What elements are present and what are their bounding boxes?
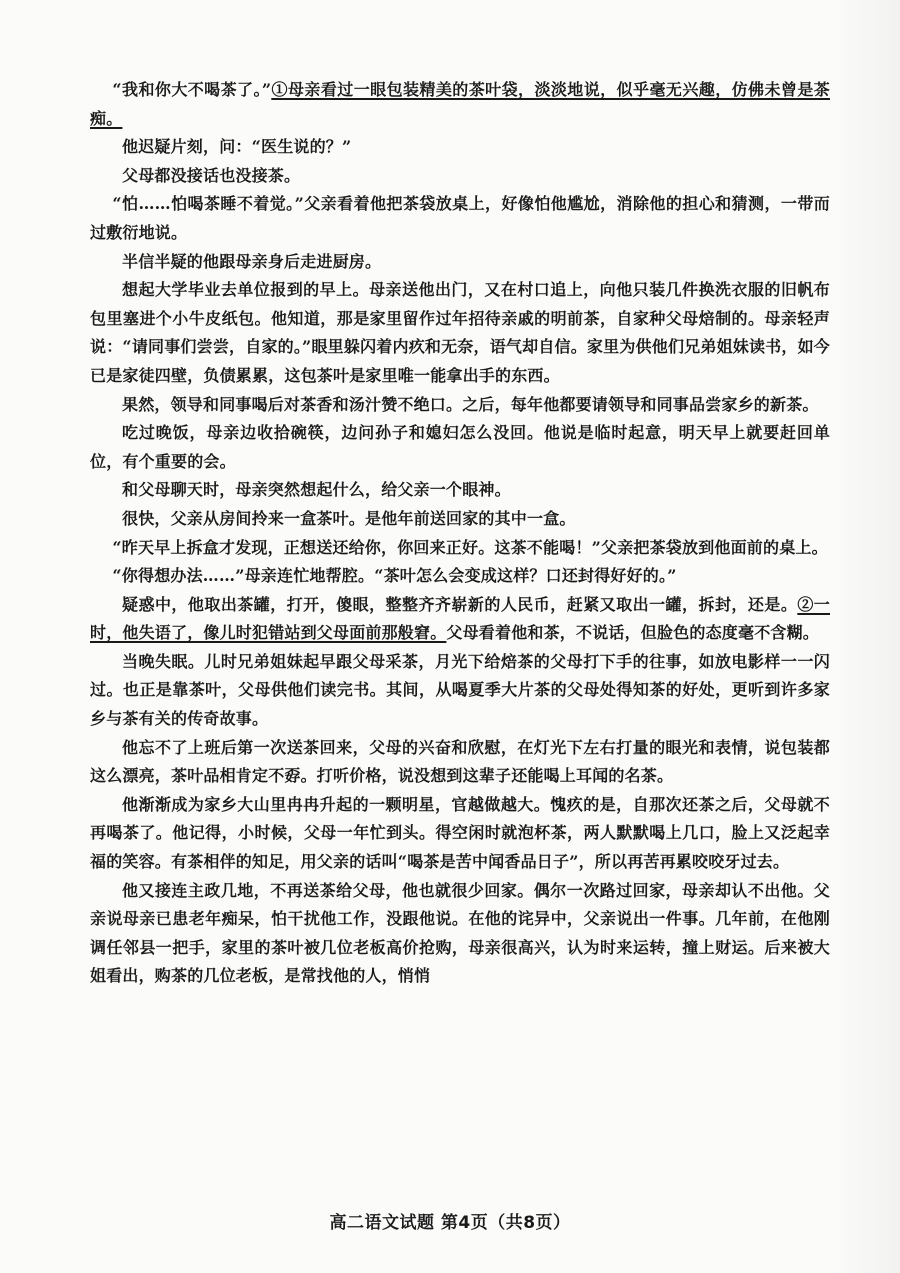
paragraph: [90, 476, 830, 505]
paragraph: [90, 190, 830, 247]
paragraph: [90, 877, 830, 991]
paragraph-text: 果然，领导和同事喝后对茶香和汤汁赞不绝口。之后，每年他都要请领导和同事品尝家乡的新茶。: [122, 394, 819, 414]
paragraph-text: 疑惑中，他取出茶罐，打开，傻眼，整整齐齐崭新的人民币，赶紧又取出一罐，拆封，还是。: [122, 594, 798, 614]
scan-shadow: [830, 0, 900, 1273]
paragraph-text: 他迟疑片刻，问：“医生说的？”: [122, 137, 352, 157]
paragraph: [90, 419, 830, 476]
reading-passage: [90, 76, 830, 991]
paragraph-text: “怕……怕喝茶睡不着觉。”父亲看着他把茶袋放桌上，好像怕他尴尬，消除他的担心和猜测，一带而过敷衍地说。: [90, 194, 830, 242]
paragraph: [90, 534, 830, 563]
paragraph-text: “你得想办法……”母亲连忙地帮腔。“茶叶怎么会变成这样？口还封得好好的。”: [112, 566, 677, 586]
paragraph-text: 他渐渐成为家乡大山里冉冉升起的一颗明星，官越做越大。愧疚的是，自那次还茶之后，父母就不再喝茶了。他记得，小时候，父母一年忙到头。得空闲时就泡杯茶，两人默默喝上几口，脸上又泛起幸福的笑容。有茶相伴的知足，用父亲的话叫“喝茶是苦中闻香品日子”，所以再苦再累咬咬牙过去。: [90, 794, 830, 872]
paragraph: [90, 162, 830, 191]
paragraph: [90, 562, 830, 591]
paragraph: [90, 791, 830, 877]
paragraph: [90, 648, 830, 734]
paragraph-text: 他又接连主政几地，不再送茶给父母，他也就很少回家。偶尔一次路过回家，母亲却认不出他。父亲说母亲已患老年痴呆，怕干扰他工作，没跟他说。在他的诧异中，父亲说出一件事。几年前，在他刚调任邻县一把手，家里的茶叶被几位老板高价抢购，母亲很高兴，认为时来运转，撞上财运。后来被大姐看出，购茶的几位老板，是常找他的人，悄悄: [90, 880, 830, 986]
paragraph-text: 他忘不了上班后第一次送茶回来，父母的兴奋和欣慰，在灯光下左右打量的眼光和表情，说包装都这么漂亮，茶叶品相肯定不孬。打听价格，说没想到这辈子还能喝上耳闻的名茶。: [90, 737, 830, 786]
paragraph-text: 和父母聊天时，母亲突然想起什么，给父亲一个眼神。: [122, 480, 511, 500]
underlined-sentence-2: ②一时，他失语了，像儿时犯错站到父母面前那般窘。: [90, 594, 830, 643]
paragraph-text: “昨天早上拆盒才发现，正想送还给你，你回来正好。这茶不能喝！”父亲把茶袋放到他面前的桌上。: [112, 537, 828, 557]
paragraph: [90, 133, 830, 162]
paragraph: [90, 391, 830, 420]
paragraph-text: 半信半疑的他跟母亲身后走进厨房。: [122, 251, 382, 271]
paragraph-text: 当晚失眠。儿时兄弟姐妹起早跟父母采茶，月光下给焙茶的父母打下手的往事，如放电影样一一闪过。也正是靠茶叶，父母供他们读完书。其间，从喝夏季大片茶的父母处得知茶的好处，更听到许多家乡与茶有关的传奇故事。: [90, 651, 830, 729]
paragraph: [90, 734, 830, 791]
paragraph-text: 父母看着他和茶，不说话，但脸色的态度毫不含糊。: [446, 623, 820, 643]
paragraph-text: “我和你大不喝茶了。”: [112, 80, 272, 99]
paragraph-text: 父母都没接话也没接茶。: [122, 165, 301, 185]
paragraph: [90, 505, 830, 534]
paragraph: [90, 276, 830, 390]
paragraph-text: 想起大学毕业去单位报到的早上。母亲送他出门，又在村口追上，向他只装几件换洗衣服的旧帆布包里塞进个小牛皮纸包。他知道，那是家里留作过年招待亲戚的明前茶，自家种父母焙制的。母亲轻声说：“请同事们尝尝，自家的。”眼里躲闪着内疚和无奈，语气却自信。家里为供他们兄弟姐妹读书，如今已是家徒四壁，负债累累，这包茶叶是家里唯一能拿出手的东西。: [90, 280, 830, 385]
paragraph-text: 吃过晚饭，母亲边收拾碗筷，边问孙子和媳妇怎么没回。他说是临时起意，明天早上就要赶回单位，有个重要的会。: [90, 423, 830, 471]
paragraph: [90, 76, 830, 133]
paragraph: [90, 591, 830, 648]
paragraph: [90, 248, 830, 277]
underlined-sentence-1: ①母亲看过一眼包装精美的茶叶袋，淡淡地说，似乎毫无兴趣，仿佛未曾是茶痴。: [90, 80, 830, 128]
paragraph-text: 很快，父亲从房间拎来一盒茶叶。是他年前送回家的其中一盒。: [122, 508, 576, 528]
page-footer: 高二语文试题 第4页（共8页）: [329, 1213, 571, 1233]
